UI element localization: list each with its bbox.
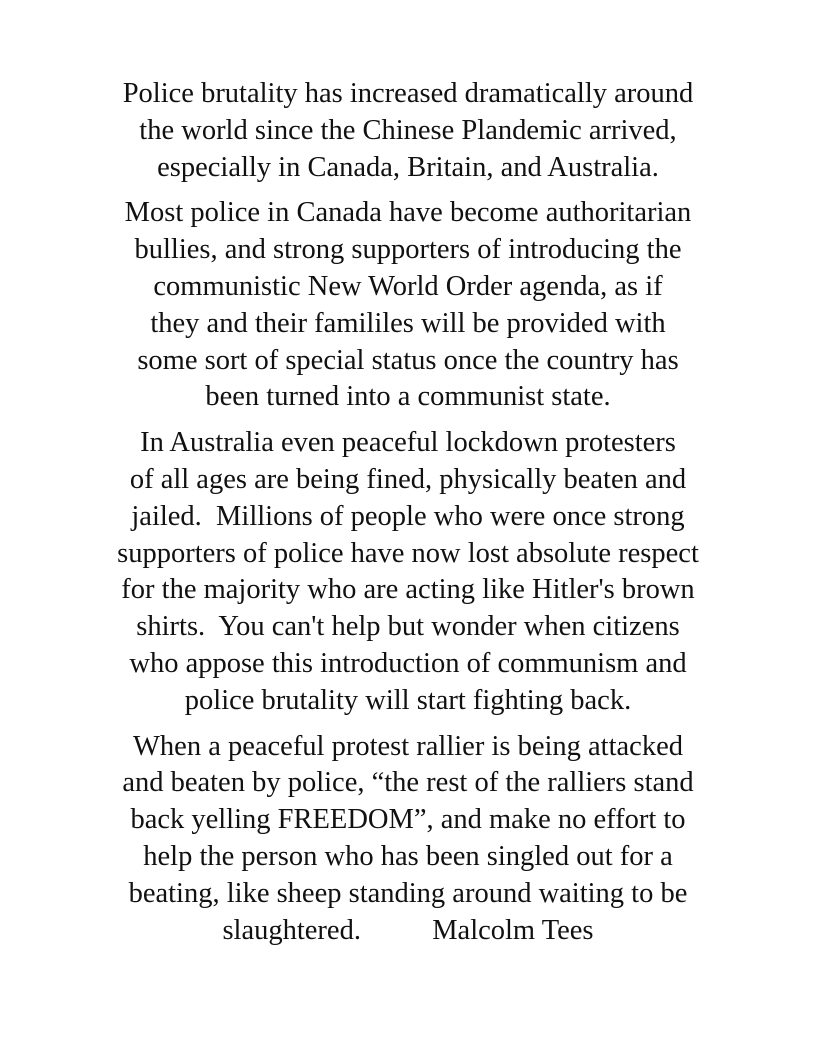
- text-line: jailed. Millions of people who were once strong: [131, 500, 685, 532]
- text-line: In Australia even peaceful lockdown protesters: [140, 427, 676, 459]
- text-line: of all ages are being fined, physically beaten and: [129, 463, 687, 495]
- text-line: some sort of special status once the country has: [137, 344, 679, 376]
- text-line: Police brutality has increased dramatically around: [122, 78, 694, 109]
- text-line: Most police in Canada have become authoritarian: [124, 197, 692, 229]
- paragraph-2: [60, 195, 756, 416]
- text-line: shirts. You can't help but wonder when citizens: [136, 611, 680, 643]
- author-signature: Malcolm Tees: [432, 914, 594, 946]
- closing-text: slaughtered.: [222, 914, 361, 946]
- text-line: supporters of police have now lost absolute respect: [117, 537, 699, 569]
- text-line: for the majority who are acting like Hitler's brown: [121, 574, 695, 606]
- text-line: who appose this introduction of communism and: [129, 647, 687, 679]
- text-line: they and their famililes will be provided with: [150, 307, 666, 339]
- text-line: back yelling FREEDOM”, and make no effort to: [130, 804, 686, 836]
- text-line: police brutality will start fighting back.: [184, 684, 632, 716]
- text-line: help the person who has been singled out for a: [143, 840, 673, 872]
- text-line: the world since the Chinese Plandemic arrived,: [139, 114, 677, 146]
- text-line: especially in Canada, Britain, and Australia.: [157, 151, 659, 183]
- text-line: bullies, and strong supporters of introducing the: [134, 234, 682, 266]
- document-body: [60, 76, 756, 958]
- paragraph-1: [60, 76, 756, 186]
- text-line: When a peaceful protest rallier is being attacked: [133, 730, 683, 762]
- paragraph-4: [60, 729, 756, 950]
- text-line: been turned into a communist state.: [205, 381, 611, 413]
- text-line: communistic New World Order agenda, as if: [153, 270, 663, 302]
- text-line: and beaten by police, “the rest of the ralliers stand: [122, 767, 694, 799]
- text-line: beating, like sheep standing around waiting to be: [128, 877, 688, 909]
- paragraph-3: [60, 425, 756, 719]
- closing-line: [60, 913, 756, 950]
